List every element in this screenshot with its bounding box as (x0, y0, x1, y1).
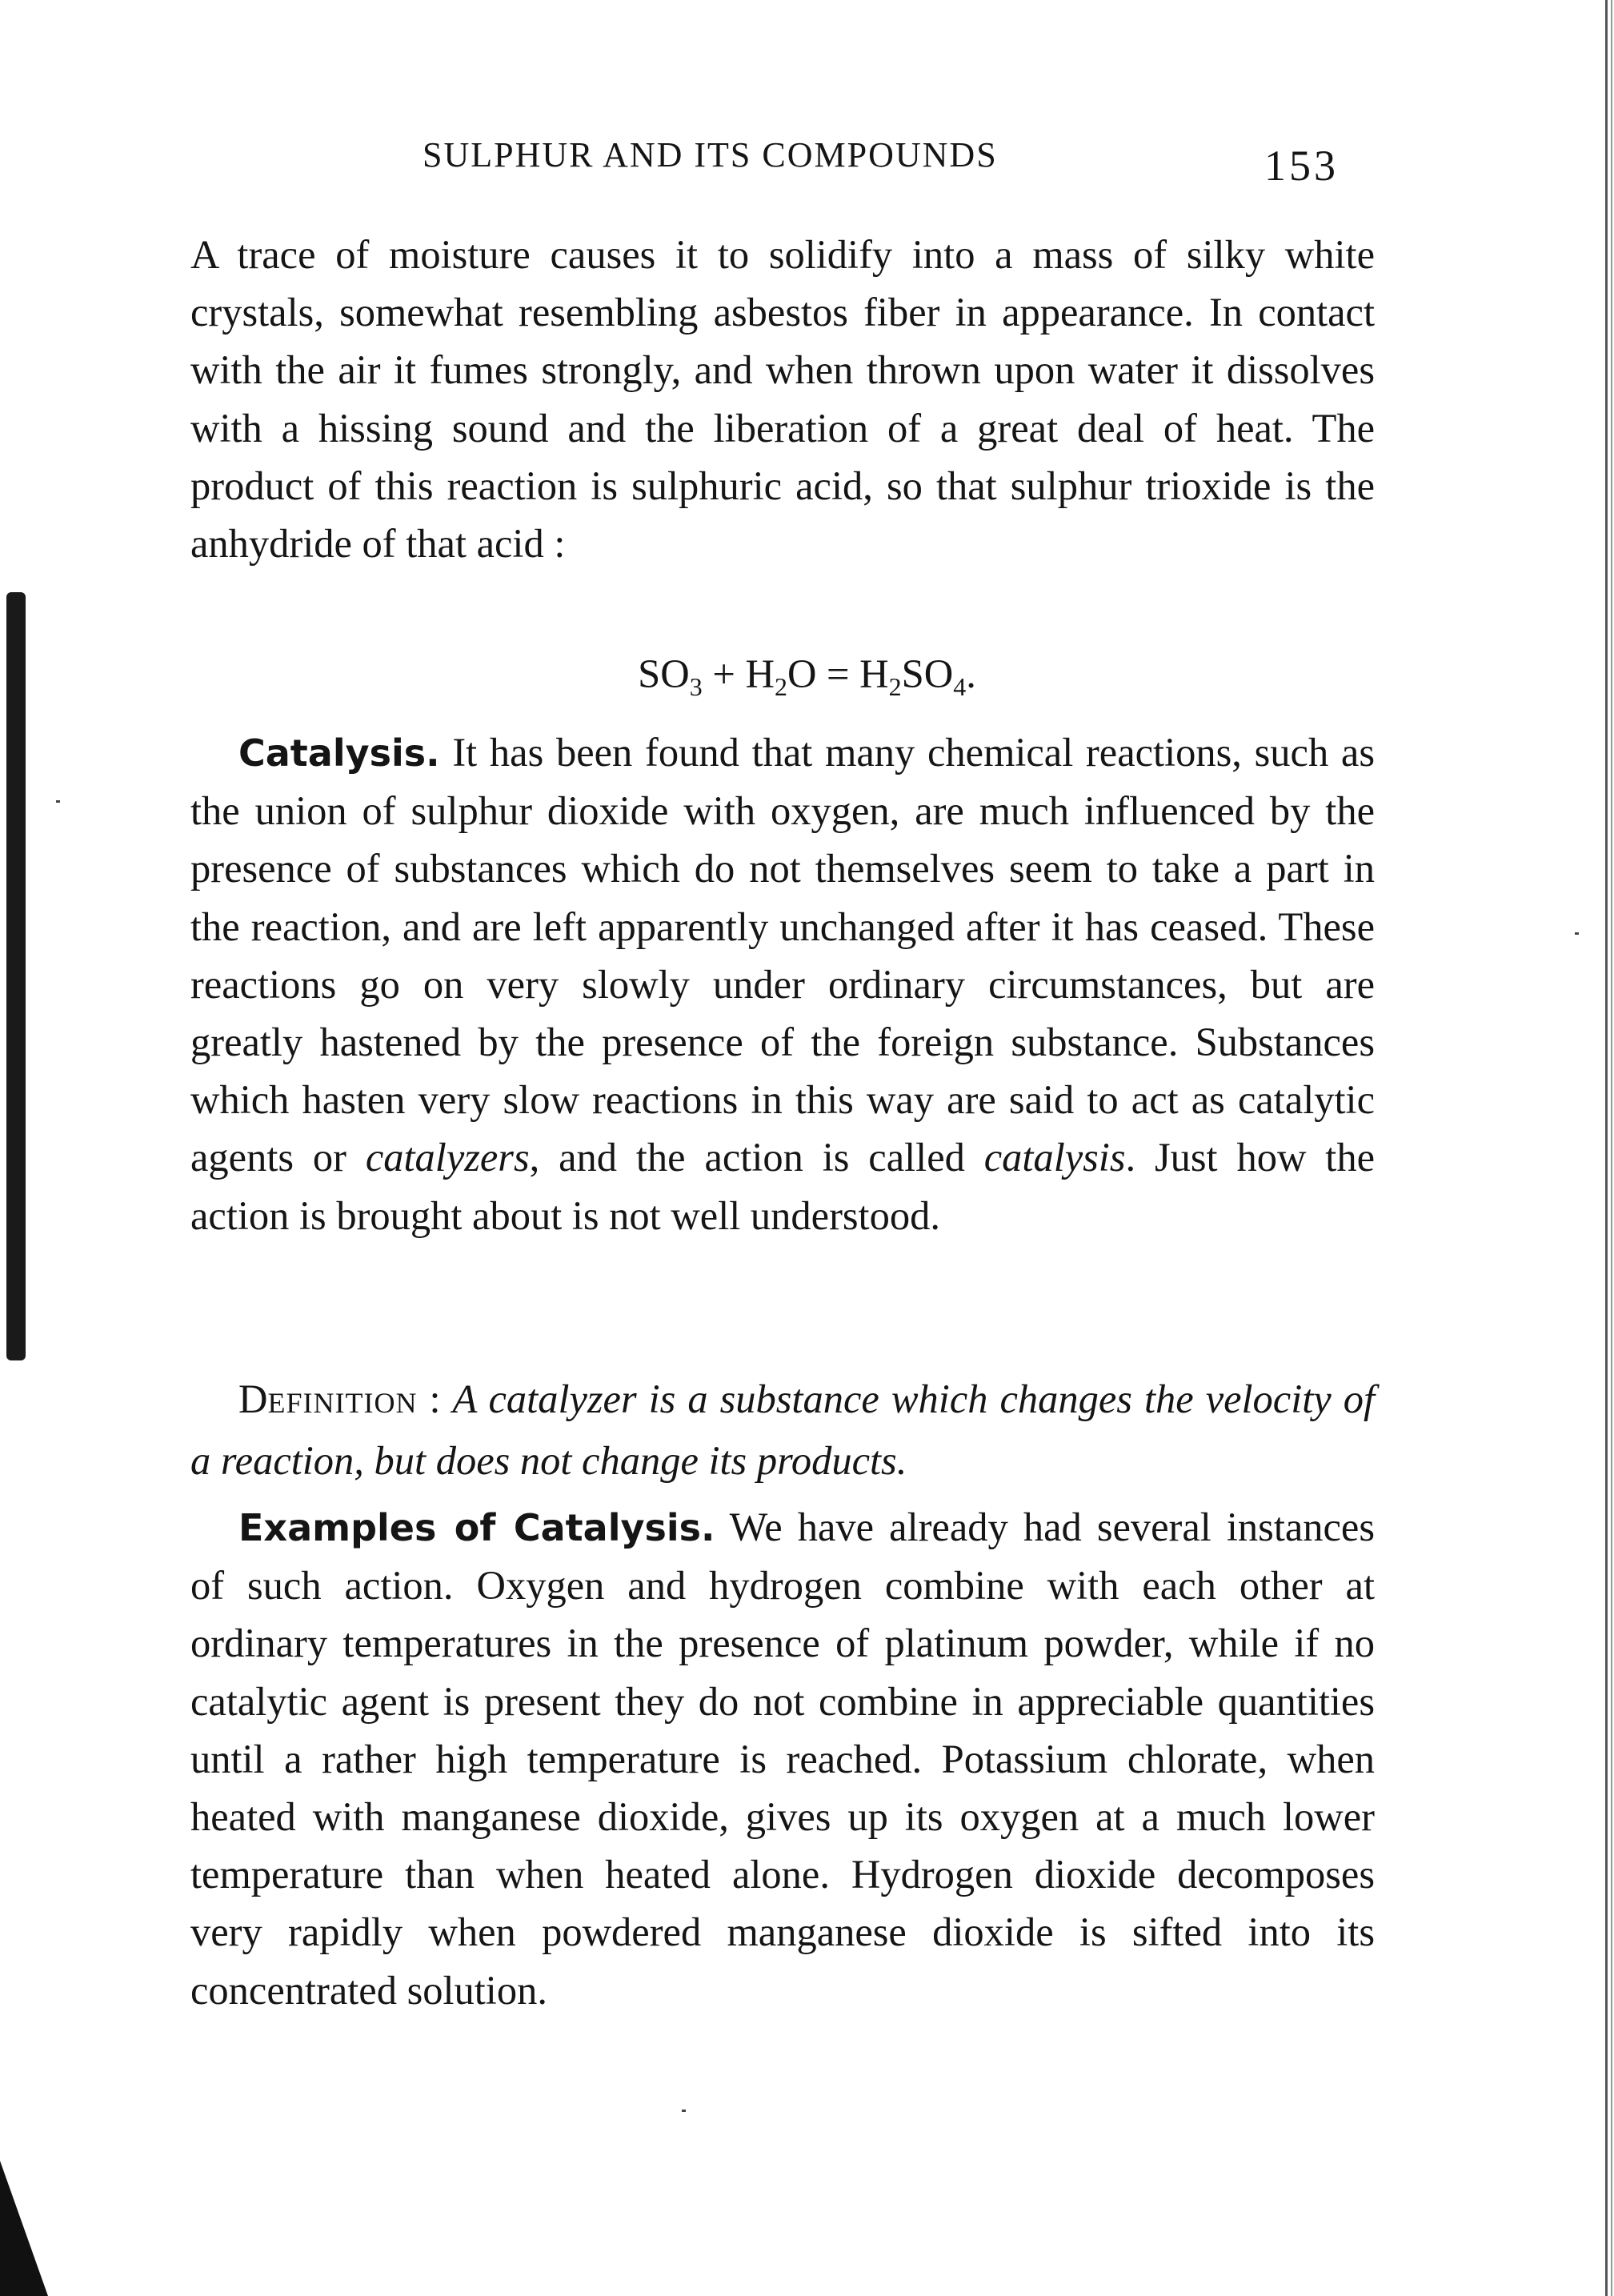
eq-period: . (966, 651, 976, 696)
definition-text: A catalyzer is a substance which changes the velocity of a reaction, but does not change its products. (190, 1376, 1376, 1484)
paragraph-moisture (190, 226, 1375, 572)
eq-sub: 3 (689, 672, 703, 701)
definition-colon: : (417, 1376, 453, 1421)
paragraph-text: It has been found that many chemical reactions, such as the union of sulphur dioxide with oxygen, are much influenced by the presence of substances which do not themselves seem to take a part in the reaction, and are left apparently unchanged after it has ceased. These reactions go on very slowly under ordinary circumstances, but are greatly hastened by the presence of the foreign substance. Substances which hasten very slow reactions in this way are said to act as catalytic agents or (190, 730, 1375, 1180)
eq-o: O (787, 651, 817, 696)
scan-speck (682, 2110, 686, 2112)
definition-block (190, 1370, 1375, 1489)
paragraph-catalysis (190, 723, 1375, 1244)
scan-speck (1575, 932, 1579, 935)
eq-sub: 2 (888, 672, 902, 701)
scan-speck (56, 800, 60, 803)
eq-so: SO (901, 651, 954, 696)
eq-plus: + (702, 651, 746, 696)
section-heading: Catalysis. (238, 731, 440, 775)
paragraph-text: . Just how the action is brought about is not well understood. (190, 1135, 1375, 1238)
italic-term: catalysis (983, 1135, 1126, 1180)
italic-term: catalyzers (365, 1135, 530, 1180)
eq-sub: 4 (953, 672, 967, 701)
scan-edge-right-faint (1611, 0, 1612, 2296)
eq-h: H (745, 651, 775, 696)
paragraph-text: We have already had several instances of such action. Oxygen and hydrogen combine with each other at ordinary temperatures in the presence of platinum powder, while if no catalytic agent is present they do not combine in appreciable quantities until a rather high temperature is reached. Potassium chlorate, when heated with manganese dioxide, gives up its oxygen at a much lower temperature than when heated alone. Hydrogen dioxide decomposes very rapidly when powdered manganese dioxide is sifted into its concentrated solution. (190, 1505, 1375, 2013)
eq-so: SO (638, 651, 690, 696)
definition-label-initial: D (238, 1376, 268, 1421)
definition-label-rest: EFINITION (267, 1387, 418, 1419)
chemical-equation (0, 645, 1614, 715)
paragraph-text: , and the action is called (529, 1135, 984, 1180)
running-title: SULPHUR AND ITS COMPOUNDS (423, 135, 998, 174)
scan-shadow-corner (0, 2161, 48, 2296)
section-heading: Examples of Catalysis. (238, 1506, 715, 1549)
scan-edge-right (1605, 0, 1608, 2296)
eq-h: H (859, 651, 889, 696)
eq-sub: 2 (774, 672, 787, 701)
page-number: 153 (1264, 142, 1339, 190)
eq-equals: = (816, 651, 860, 696)
paragraph-text: A trace of moisture causes it to solidify into a mass of silky white crystals, somewhat resembling asbestos fiber in appearance. In contact with the air it fumes strongly, and when thrown upon water it dissolves with a hissing sound and the liberation of a great deal of heat. The product of this reaction is sulphuric acid, so that sulphur trioxide is the anhydride of that acid : (190, 232, 1375, 567)
paragraph-examples (190, 1498, 1375, 2019)
